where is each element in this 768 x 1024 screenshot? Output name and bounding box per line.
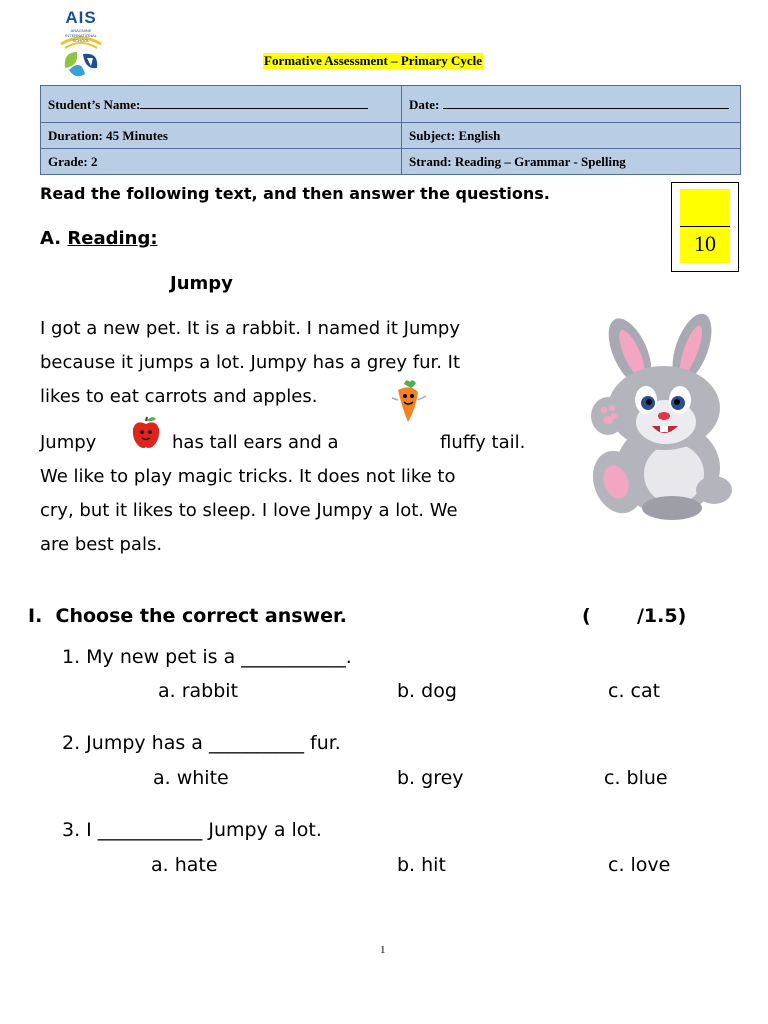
section-a-letter: A. [40,228,62,249]
question-3-option-a[interactable]: a. hate [151,854,218,876]
instructions: Read the following text, and then answer the questions. [40,184,550,203]
section-i-title: Choose the correct answer. [55,605,347,627]
logo-subtitle: ANAGNINE INTERNATIONAL SCHOOL [65,28,97,43]
question-2-option-b[interactable]: b. grey [397,767,464,789]
question-1-option-b[interactable]: b. dog [397,680,457,702]
story-phrase-end: fluffy tail. [440,432,526,453]
question-3: 3. I ___________ Jumpy a lot. [62,819,322,841]
strand-cell: Strand: Reading – Grammar - Spelling [402,149,741,175]
student-info-table [40,85,741,175]
story-line: We like to play magic tricks. It does not like to [40,466,456,487]
grade-cell: Grade: 2 [41,149,402,175]
story-line: cry, but it likes to sleep. I love Jumpy a lot. We [40,500,458,521]
question-1-option-c[interactable]: c. cat [608,680,661,702]
assessment-title: Formative Assessment – Primary Cycle [264,53,483,68]
section-i-number: I. [28,605,43,627]
score-highlight [680,189,730,263]
school-logo [55,8,107,84]
page-number: 1 [380,944,386,956]
story-word: Jumpy [40,432,97,453]
section-i-heading [28,602,347,630]
question-2: 2. Jumpy has a __________ fur. [62,732,341,754]
section-a-title: Reading: [67,228,158,249]
story-line: I got a new pet. It is a rabbit. I named it Jumpy [40,318,460,339]
student-name-label: Student’s Name: [48,96,141,112]
logo-text: AIS [65,8,97,27]
story-line: because it jumps a lot. Jumpy has a grey fur. It [40,352,461,373]
question-1-option-a[interactable]: a. rabbit [158,680,239,702]
duration-cell: Duration: 45 Minutes [41,123,402,149]
story-paragraph-1 [40,312,560,414]
question-2-option-a[interactable]: a. white [153,767,229,789]
score-divider [680,226,730,227]
story-paragraph-2 [40,426,560,562]
story-line: are best pals. [40,534,163,555]
student-name-line[interactable] [140,96,368,109]
date-label: Date: [409,96,440,112]
story-line [40,426,560,460]
section-a-heading [40,226,158,252]
student-name-cell [41,86,402,123]
question-2-option-c[interactable]: c. blue [604,767,668,789]
subject-cell: Subject: English [402,123,741,149]
score-total: 10 [694,231,716,256]
question-3-option-c[interactable]: c. love [608,854,671,876]
section-i-score: ( /1.5) [582,605,687,627]
apple-icon [128,415,164,451]
date-line[interactable] [443,96,729,109]
rabbit-illustration-icon [568,312,740,524]
total-score-box [671,182,739,272]
carrot-icon [384,378,434,426]
story-title: Jumpy [170,273,233,294]
story-phrase: has tall ears and a [172,432,339,453]
date-cell [402,86,741,123]
story-line: likes to eat carrots and apples. [40,386,318,407]
question-3-option-b[interactable]: b. hit [397,854,446,876]
question-1: 1. My new pet is a ___________. [62,646,352,668]
